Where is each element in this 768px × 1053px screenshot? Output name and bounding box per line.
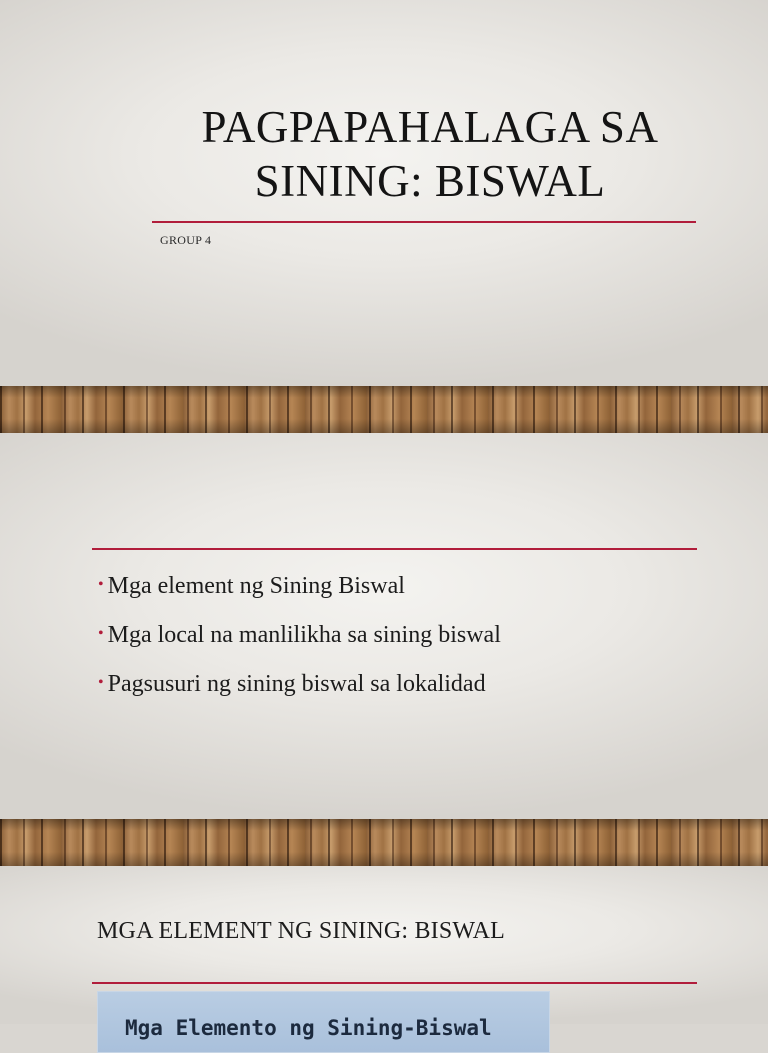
heading-divider xyxy=(92,982,697,984)
wood-floor-divider xyxy=(0,819,768,866)
wood-floor-divider xyxy=(0,386,768,433)
list-item xyxy=(98,622,501,671)
bullet-icon: • xyxy=(98,674,104,691)
embedded-image xyxy=(97,991,550,1053)
list-item xyxy=(98,671,501,720)
agenda-list xyxy=(98,573,501,720)
list-item-text: Mga local na manlilikha sa sining biswal xyxy=(107,622,501,648)
slide-subtitle: GROUP 4 xyxy=(160,233,212,247)
bullet-icon: • xyxy=(98,625,104,642)
slide-heading: MGA ELEMENT NG SINING: BISWAL xyxy=(97,918,506,944)
list-item-text: Pagsusuri ng sining biswal sa lokalidad xyxy=(107,671,486,697)
slide-elements[interactable] xyxy=(0,866,768,1040)
slide-title[interactable] xyxy=(0,0,768,386)
slide-title-heading xyxy=(150,100,710,208)
title-line-1: PAGPAPAHALAGA SA xyxy=(201,102,659,152)
bullet-icon: • xyxy=(98,576,104,593)
list-item-text: Mga element ng Sining Biswal xyxy=(107,573,405,599)
embedded-image-caption: Mga Elemento ng Sining-Biswal xyxy=(125,1016,492,1040)
title-divider xyxy=(152,221,696,223)
agenda-divider xyxy=(92,548,697,550)
slide-agenda[interactable] xyxy=(0,433,768,819)
title-line-2: SINING: BISWAL xyxy=(254,156,606,206)
list-item xyxy=(98,573,501,622)
